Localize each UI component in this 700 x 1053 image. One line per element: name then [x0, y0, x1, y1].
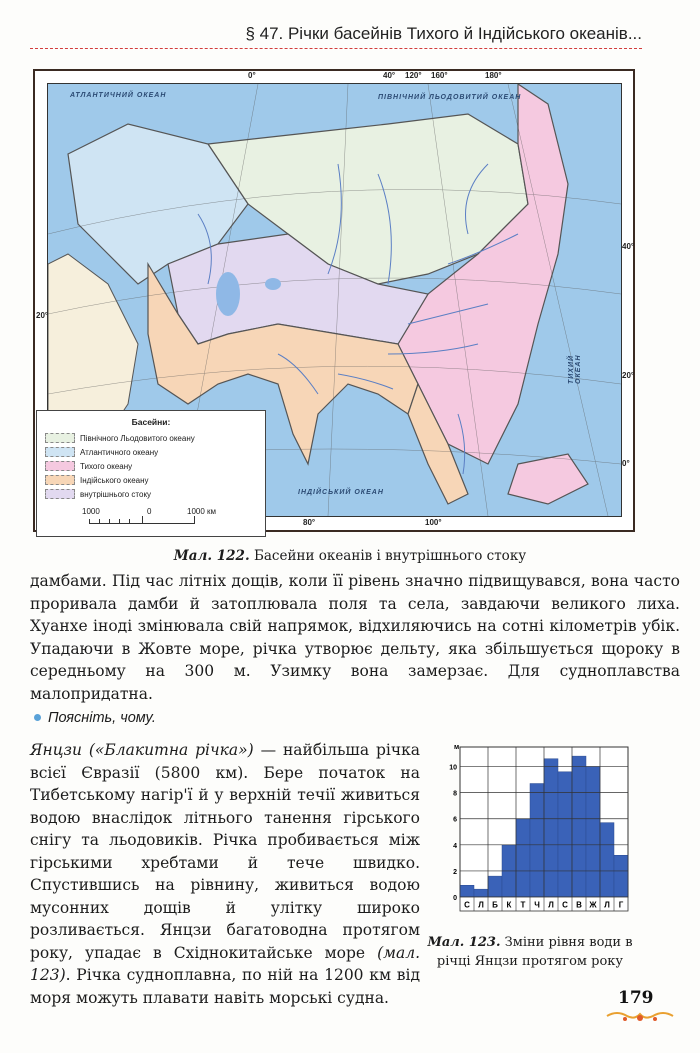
y-tick-label: 0 [453, 895, 457, 902]
figure-123-caption: Мал. 123. Зміни рівня води в річці Янцзи протягом року [427, 935, 633, 969]
paragraph-huanghe: дамбами. Під час літніх дощів, коли її рівень значно підвищувався, вона часто проривала дамби й затоплювала поля та села, завдаючи великого лиха. Хуанхе іноді змінювала свій напрямок, відхиляючись на сотні кілометрів убік. Упадаючи в Жовте море, річка утворює дельту, яка збільшується щороку в середньому на 300 м. Узимку вона замерзає. Для судноплавства малопридатна. [30, 572, 680, 703]
x-category-label: К [506, 900, 512, 910]
legend-item-pacific: Тихого океану [45, 459, 265, 473]
chart-bar [586, 767, 600, 897]
paragraph-yangtze: Янцзи («Блакитна річка») — найбільша річка всієї Євразії (5800 км). Бере початок на Тибетському нагір'ї й у верхній течії живиться водою внаслідок літнього танення гірського снігу та льодовиків. Річка пробивається між гірськими хребтами й тече швидко. Спустившись на рівнину, живиться водою мусонних дощів й улітку широко розливається. Янцзи багатоводна протягом року, упадає в Східнокитайське море (мал. 123). Річка судноплавна, по ній на 1200 км від моря можуть плавати навіть морські судна. [30, 741, 420, 1007]
pacific-ocean-label: ТИХИЙ ОКЕАН [568, 354, 582, 384]
bar-chart [444, 743, 634, 923]
question-text: Поясніть, чому. [48, 710, 156, 726]
degree-40: 40° [383, 71, 396, 80]
legend-item-internal: внутрішнього стоку [45, 487, 265, 501]
legend-item-atlantic: Атлантичного океану [45, 445, 265, 459]
degree-20-left: 20° [36, 311, 49, 320]
degree-20-right: 20° [622, 371, 635, 380]
x-category-label: Л [548, 900, 554, 910]
degree-100: 100° [425, 518, 442, 527]
x-category-label: Ж [589, 900, 597, 910]
y-axis-label: м [454, 744, 460, 751]
chart-bar [474, 889, 488, 897]
chart-bar [600, 823, 614, 897]
ornament-icon [605, 1008, 675, 1024]
degree-180: 180° [485, 71, 502, 80]
chart-bar [614, 855, 628, 897]
section-header [30, 24, 642, 49]
section-title: § 47. Річки басейнів Тихого й Індійського океанів... [245, 24, 642, 43]
chart-bar [558, 772, 572, 897]
x-category-label: Т [520, 900, 526, 910]
degree-40-right: 40° [622, 242, 635, 251]
x-category-label: Л [604, 900, 610, 910]
atlantic-ocean-label: АТЛАНТИЧНИЙ ОКЕАН [70, 92, 167, 99]
y-tick-label: 4 [453, 842, 457, 850]
water-level-chart [444, 743, 634, 923]
chart-bar [530, 784, 544, 897]
x-category-label: С [464, 900, 470, 910]
y-tick-label: 2 [453, 868, 457, 876]
figure-123-number: Мал. 123. [427, 935, 501, 950]
chart-bar [460, 885, 474, 897]
chart-bar [516, 819, 530, 897]
map-legend [36, 410, 266, 537]
legend-item-indian: Індійського океану [45, 473, 265, 487]
x-category-label: Л [478, 900, 484, 910]
degree-0-right: 0° [622, 459, 630, 468]
legend-item-arctic: Північного Льодовитого океану [45, 431, 265, 445]
figure-122-number: Мал. 122. [173, 548, 250, 564]
x-category-label: Ч [534, 900, 540, 910]
page-number: 179 [618, 988, 654, 1008]
indian-ocean-label: ІНДІЙСЬКИЙ ОКЕАН [298, 489, 384, 496]
y-tick-label: 6 [453, 816, 457, 824]
x-category-label: Б [492, 900, 498, 910]
x-category-label: В [576, 900, 582, 910]
y-tick-label: 8 [453, 790, 457, 798]
y-tick-label: 10 [449, 764, 457, 772]
degree-120: 120° [405, 71, 422, 80]
chart-bar [544, 759, 558, 897]
degree-160: 160° [431, 71, 448, 80]
arctic-ocean-label: ПІВНІЧНИЙ ЛЬОДОВИТИЙ ОКЕАН [378, 94, 522, 101]
x-category-label: Г [618, 900, 624, 910]
legend-swatch [45, 475, 75, 485]
legend-swatch [45, 447, 75, 457]
figure-122-caption: Мал. 122. Басейни океанів і внутрішнього стоку [173, 548, 527, 564]
degree-80: 80° [303, 518, 316, 527]
chart-bar [572, 756, 586, 897]
chart-bar [488, 876, 502, 897]
legend-swatch [45, 489, 75, 499]
legend-swatch [45, 433, 75, 443]
degree-0: 0° [248, 71, 256, 80]
x-category-label: С [562, 900, 568, 910]
question-bullet-icon [34, 714, 41, 721]
scale-bar: 1000 0 1000 км [37, 507, 265, 529]
legend-swatch [45, 461, 75, 471]
legend-title: Басейни: [131, 417, 171, 427]
